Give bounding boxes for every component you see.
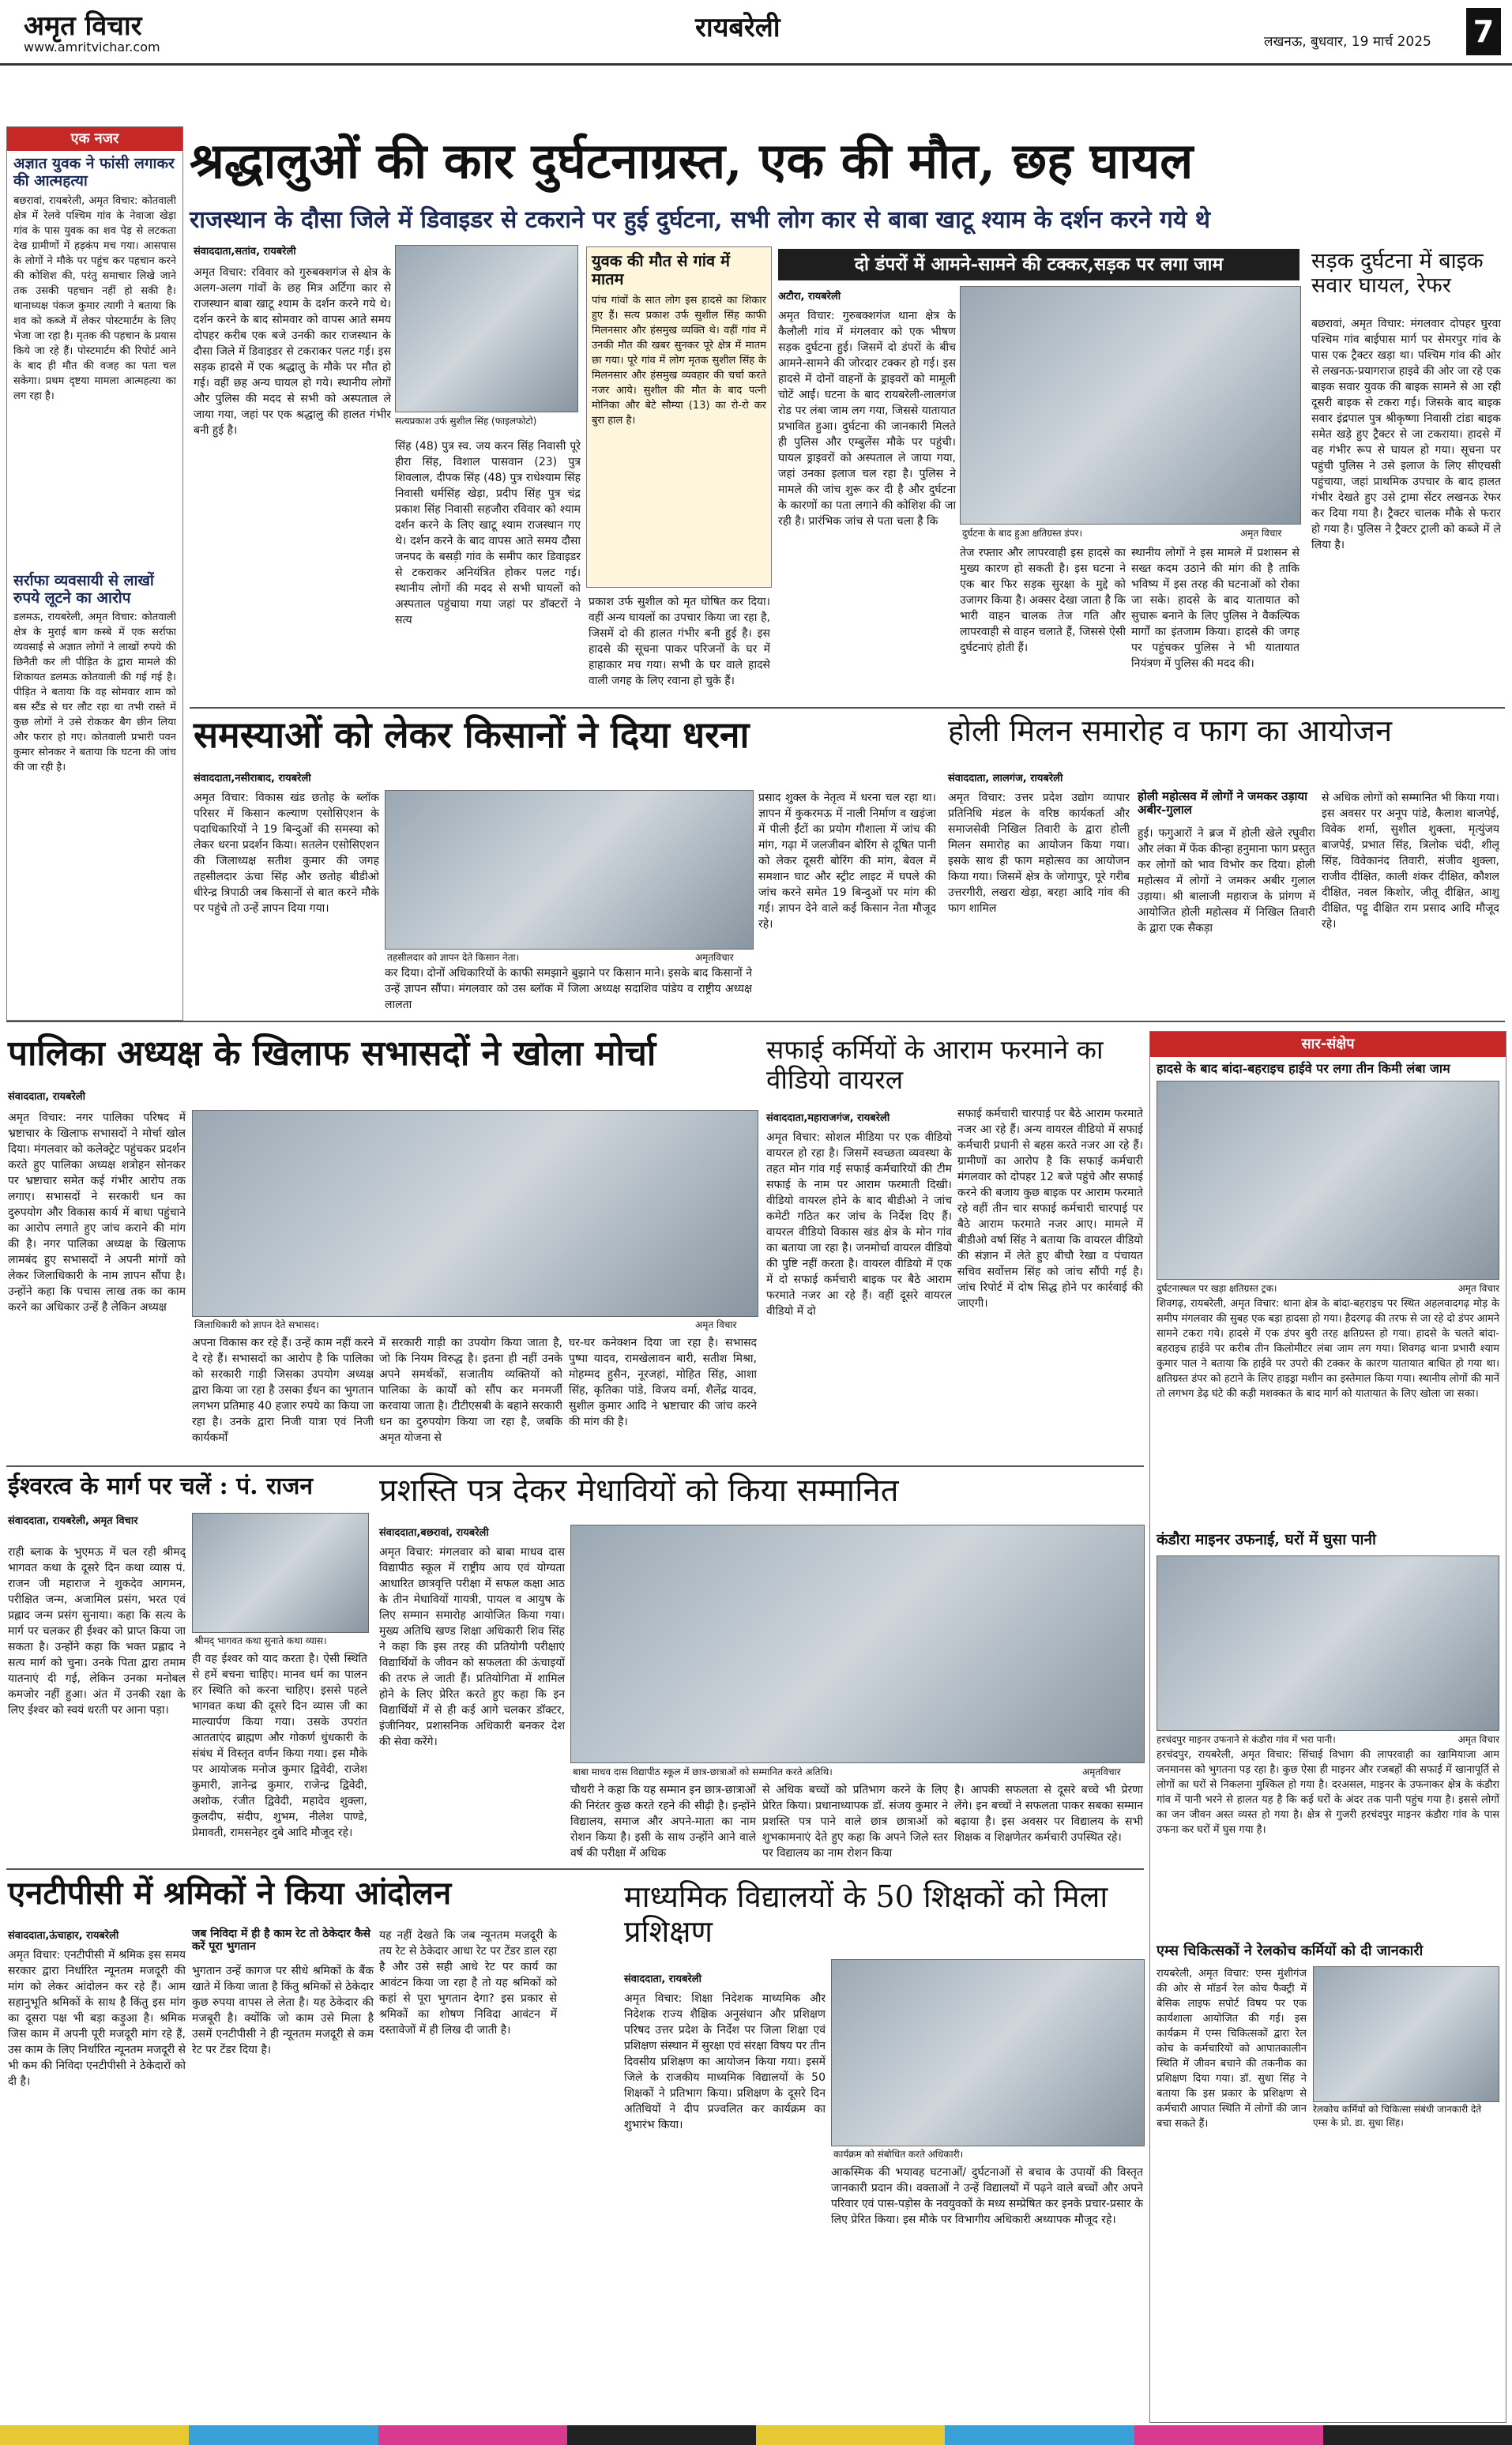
katha-photo xyxy=(192,1513,369,1633)
lead-headline: श्रद्धालुओं की कार दुर्घटनाग्रस्त, एक की मौत, छह घायल xyxy=(190,132,1194,190)
brief-body: डलमऊ, रायबरेली, अमृत विचार: कोतवाली क्षेत्र के मुराई बाग कस्बे में एक सर्राफा व्यवसाई से अज्ञात लोगों ने लाखों रुपये की छिनैती कर ली पीड़ित के द्वारा मामले की शिकायत डलमऊ कोतवाली की गई गई है। पीड़ित ने बताया कि वह सोमवार शाम को बस स्टैंड से घर लौट रहा था तभी रास्ते में कुछ लोगों ने उसे रोककर बैग छीन लिया और फरार हो गए। कोतवाली प्रभारी पवन कुमार सोनकर ने बताया कि घटना की जांच की जा रही है। xyxy=(13,611,176,774)
dateline: संवाददाता, लालगंज, रायबरेली xyxy=(948,773,1063,784)
dateline: अटौरा, रायबरेली xyxy=(778,291,841,303)
training-photo xyxy=(1313,1966,1499,2102)
dateline: संवाददाता,सतांव, रायबरेली xyxy=(194,246,296,258)
story-headline: ईश्वरत्व के मार्ग पर चलें : पं. राजन xyxy=(8,1473,314,1500)
photo-credit: अमृत विचार xyxy=(1457,1734,1499,1746)
section-label: सार-संक्षेप xyxy=(1150,1032,1506,1057)
sidebar-title: जब निविदा में ही है काम रेट तो ठेकेदार कैसे करें पूरा भुगतान xyxy=(192,1928,371,1954)
sidebar-box xyxy=(586,246,772,588)
photo-caption: बाबा माधव दास विद्यापीठ स्कूल में छात्र-छात्राओं को सम्मानित करते अतिथि। xyxy=(573,1766,833,1777)
dateline: संवाददाता,बछरावां, रायबरेली xyxy=(379,1527,489,1539)
brief-title: अज्ञात युवक ने फांसी लगाकर की आत्महत्या xyxy=(13,155,175,190)
councillors-photo xyxy=(192,1110,758,1317)
sidebar-title: युवक की मौत से गांव में मातम xyxy=(592,251,731,288)
truck-photo xyxy=(1157,1081,1499,1280)
article-column: बछरावां, अमृत विचार: मंगलवार दोपहर घुरवा पश्चिम गांव बाईपास मार्ग पर सेमरपुर गांव के पास एक ट्रैक्टर खड़ा था। पश्चिम गांव की ओर से लखनऊ-प्रयागराज हाइवे की ओर जा रहे एक बाइक सवार युवक की बाइक सामने से आ रही दूसरी बाइक से टकरा गई। जिसके बाद बाइक सवार इंद्रपाल पुत्र श्रीकृष्णा निवासी टांडा बाइक समेत खड़े हुए ट्रैक्टर से जा टकराया। हादसे में वह गंभीर रूप से घायल हो गया। सूचना पर पहुंची पुलिस ने उसे इलाज के लिए सीएचसी पहुंचाया, जहां प्राथमिक उपचार के बाद हालत गंभीर देखते हुए उसे ट्रामा सेंटर लखनऊ रेफर कर दिया गया है। ट्रैक्टर चालक मौके से फरार हो गया है। पुलिस ने ट्रैक्टर ट्राली को कब्जे में ले लिया है। xyxy=(1311,318,1501,551)
article-column: अमृत विचार: उत्तर प्रदेश उद्योग व्यापार प्रतिनिधि मंडल के वरिष्ठ कार्यकर्ता और समाजसेवी निखिल तिवारी के द्वारा होली मिलन समारोह का आयोजन किया गया। इसके साथ ही फाग महोत्सव का आयोजन किया गया। जिसमें क्षेत्र के जोगापुर, पूरे गरीब उत्तरगीरी, लखरा खेड़ा, बरहा आदि गांव की फाग शामिल xyxy=(948,792,1130,915)
section-label: एक नजर xyxy=(7,127,182,151)
article-column: अमृत विचार: विकास खंड छतोह के ब्लॉक परिसर में किसान कल्याण एसोसिएशन के पदाधिकारियों ने 19 बिन्दुओं की समस्या को लेकर धरना प्रदर्शन किया। सतलेन एसोसिएशन की जिलाध्यक्ष सतीश कुमार की जगह तहसीलदार ऊंचा सिंह और छतोह बीडीओ धीरेन्द्र त्रिपाठी जब किसानों से बात करने मौके पर पहुंचे तो उन्हें ज्ञापन दिया गया। xyxy=(194,792,379,915)
page-number: 7 xyxy=(1466,8,1501,55)
dateline: संवाददाता, रायबरेली xyxy=(624,1973,701,1985)
story-headline: प्रशस्ति पत्र देकर मेधावियों को किया सम्मानित xyxy=(379,1473,899,1509)
article-column: यह नहीं देखते कि जब न्यूनतम मजदूरी के तय रेट से ठेकेदार आधा रेट पर टेंडर डाल रहा है और उसे सही आधे रेट पर कार्य का आवंटन किया जा रहा है तो यह श्रमिकों को कहां से पूरा भुगतान देगा? इस प्रकार से श्रमिकों का शोषण निविदा आवंटन में दस्तावेजों में ही लिख दी जाती है। xyxy=(379,1929,557,2037)
article-column: अमृत विचार: एनटीपीसी में श्रमिक इस समय सरकार द्वारा निर्धारित न्यूनतम मजदूरी की मांग को लेकर आंदोलन कर रहे हैं। आम सहानुभूति श्रमिकों के साथ है किंतु इस मांग का दूसरा पक्ष भी बड़ा कड़ुआ है। श्रमिक जिस काम में अपनी पूरी मजदूरी मांग रहे हैं, उस काम के लिए निर्धारित न्यूनतम मजदूरी से भी कम की निविदा एनटीपीसी ने ठेकेदारों को दी है। xyxy=(8,1949,186,2088)
article-column: अमृत विचार: गुरुबक्शगंज थाना क्षेत्र के कैलौली गांव में मंगलवार को एक भीषण सड़क दुर्घटना हुई। जिसमें दो डंपरों के बीच आमने-सामने की जोरदार टक्कर हो गई। इस हादसे में दोनों वाहनों के ड्राइवरों को मामूली चोटें आईं। घटना के बाद रायबरेली-लालगंज रोड पर लंबा जाम लग गया, जिससे यातायात प्रभावित हुआ। दुर्घटना की जानकारी मिलते ही पुलिस और एम्बुलेंस मौके पर पहुंची। घायल ड्राइवरों को अस्पताल ले जाया गया, जहां उनका इलाज चल रहा है। पुलिस ने मामले की जांच शुरू कर दी है और दुर्घटना के कारणों का पता लगाने की कोशिश की जा रही है। प्रारंभिक जांच से पता चला है कि xyxy=(778,310,956,528)
story-headline: सफाई कर्मियों के आराम फरमाने का वीडियो वायरल xyxy=(766,1034,1104,1095)
divider xyxy=(6,1465,1144,1467)
article-column: अमृत विचार: रविवार को गुरुबक्शगंज से क्षेत्र के अलग-अलग गांवों के छह मित्र अर्टिगा कार से राजस्थान बाबा खाटू श्याम के दर्शन करने गये थे। दर्शन करने के बाद सोमवार को वापस आते समय दोपहर करीब एक बजे उनकी कार राजस्थान के दौसा जिले में डिवाइडर से टकराकर पलट गई। इस सड़क हादसे में एक श्रद्धालु के मौके पर मौत हो गई। वहीं छह अन्य घायल हो गये। स्थानीय लोगों और पुलिस की मदद से सभी को अस्पताल ले जाया गया, जहां पर एक श्रद्धालु की हालत गंभीर बनी हुई है। xyxy=(194,266,391,437)
article-column: में सरकारी गाड़ी का उपयोग किया जाता है, जो कि नियम विरुद्ध है। इतना ही नहीं उनके अपने समर्थकों, सजातीय व्यक्तियों को पालिका के कार्यों को सौंप कर मनमर्जी करवाया जाता है। टीटीएसबी के बहाने सरकारी धन का दुरुपयोग किया जा रहा है, जबकि अमृत योजना से xyxy=(379,1337,562,1444)
footer-color-bar xyxy=(0,2425,1512,2445)
website-link[interactable]: www.amritvichar.com xyxy=(24,39,160,55)
photo-caption: दुर्घटनास्थल पर खड़ा क्षतिग्रस्त ट्रक। xyxy=(1157,1283,1277,1295)
dateline: संवाददाता,महाराजगंज, रायबरेली xyxy=(766,1112,890,1124)
brief-body: हरचंदपुर, रायबरेली, अमृत विचार: सिंचाई विभाग की लापरवाही का खामियाजा आम जनमानस को भुगतना पड़ रहा है। कुछ ऐसा ही माइनर और रजबहों की सफाई में खानापूर्ति से लोगों का घरों से निकलना मुश्किल हो गया है। दरअसल, माइनर के उफनाकर क्षेत्र के कंडौरा गांव में पानी भरने से हालत यह है कि कई घरों के अंदर तक पानी पहुंच गया है। इससे लोगों का जन जीवन अस्त व्यस्त हो गया है। क्षेत्र से गुजरी हरचंदपुर माइनर कंडौरा गांव के पास उफना कर घरों में घुस गया है। xyxy=(1157,1749,1499,1837)
photo-caption: कार्यक्रम को संबोधित करते अधिकारी। xyxy=(833,2149,964,2160)
article-column: कर दिया। दोनों अधिकारियों के काफी समझाने बुझाने पर किसान माने। इसके बाद किसानों ने उन्हें ज्ञापन सौंपा। मंगलवार को उस ब्लॉक में जिला अध्यक्ष सदाशिव पांडेय व राष्ट्रीय अध्यक्ष लालता xyxy=(385,967,752,1011)
article-column: अमृत विचार: सोशल मीडिया पर एक वीडियो वायरल हो रहा है। जिसमें स्वच्छता व्यवस्था के तहत मोन गांव गई सफाई कर्मचारियों की टीम सफाई के नाम पर आराम फरमाती दिखी। वीडियो वायरल होने के बाद बीडीओ ने जांच कमेटी गठित कर जांच के निर्देश दिए हैं। वायरल वीडियो विकास खंड क्षेत्र के मोन गांव का बताया जा रहा है। जनमोर्चा वायरल वीडियो की पुष्टि नहीं करता है। वायरल वीडियो में एक में दो सफाई कर्मचारी बाइक पर बैठे आराम फरमाते नजर आ रहे हैं। वहीं दूसरे वायरल वीडियो में दो xyxy=(766,1131,952,1318)
award-photo xyxy=(570,1525,1145,1763)
photo-credit: अमृत विचार xyxy=(1457,1283,1499,1295)
photo-credit: अमृत विचार xyxy=(1240,528,1282,539)
article-column: घर-घर कनेक्शन दिया जा रहा है। सभासद पुष्पा यादव, रामखेलावन बारी, सतीश मिश्रा, मोहम्मद हुसैन, नूरजहां, मोहित सिंह, आशा सिंह, कृतिका पांडे, विजय वर्मा, शैलेंद्र यादव, सुशील कुमार आदि ने भ्रष्टाचार की जांच करने की मांग की है। xyxy=(569,1337,757,1428)
divider xyxy=(190,707,1505,709)
story-headline: एनटीपीसी में श्रमिकों ने किया आंदोलन xyxy=(8,1875,452,1912)
divider xyxy=(6,1021,1505,1022)
photo-caption: दुर्घटना के बाद हुआ क्षतिग्रस्त डंपर। xyxy=(962,528,1083,539)
brief-body: रायबरेली, अमृत विचार: एम्स मुंशीगंज की ओर से मॉडर्न रेल कोच फैक्ट्री में बेसिक लाइफ सपोर्ट विषय पर एक कार्यशाला आयोजित की गई। इस कार्यक्रम में एम्स चिकित्सकों द्वारा रेल कोच के कर्मचारियों को आपातकालीन स्थिति में जीवन बचाने की तकनीक का प्रशिक्षण दिया गया। डॉ. सुधा सिंह ने बताया कि इस प्रकार के प्रशिक्षण से कर्मचारी आपात स्थिति में लोगों की जान बचा सकते हैं। xyxy=(1157,1967,1307,2130)
flood-photo xyxy=(1157,1555,1499,1731)
brief-title: सर्राफा व्यवसायी से लाखों रुपये लूटने का आरोप xyxy=(13,571,154,607)
brief-body: शिवगढ़, रायबरेली, अमृत विचार: थाना क्षेत्र के बांदा-बहराइच पर स्थित अहलवादगढ़ मोड़ के समीप मंगलवार की सुबह एक बड़ा हादसा हो गया। हैदरगढ़ की तरफ से जा रहे दो डंपर आमने सामने टकरा गये। हादसे में एक डंपर बुरी तरह क्षतिग्रस्त हो गया। हादसे के चलते बांदा-बहराइच हाईवे पर करीब तीन किलोमीटर लंबा जाम लग गया। शिवगढ़ थाना प्रभारी श्याम कुमार पाल ने बताया कि हाईवे पर उपरो की टक्कर के कारण यातायात बाधित हो गया था। क्षतिग्रस्त डंपर को हटाने के लिए हाइड्रा मशीन का इस्तेमाल किया गया। स्थानीय लोगों की मानें तो लगभग डेढ़ घंटे की कड़ी मशक्कत के बाद मार्ग को यातायात के लिए खोला जा सका। xyxy=(1157,1298,1499,1401)
newspaper-logo: अमृत विचार xyxy=(24,10,142,42)
photo-caption: जिलाधिकारी को ज्ञापन देते सभासद। xyxy=(194,1319,319,1330)
article-column: चौधरी ने कहा कि यह सम्मान इन छात्र-छात्राओं की निरंतर कुछ करते रहने की सीढ़ी है। इन्होंने विद्यालय, समाज और अपने-माता का नाम रोशन किया है। इसी के साथ उन्होंने आने वाले वर्ष की परीक्षा में अधिक xyxy=(570,1784,756,1860)
article-column: स्थानीय लोगों ने इस मामले में प्रशासन से सख्त कदम उठाने की मांग की है ताकि भविष्य में इस तरह की घटनाओं को रोका जा सके। हादसे के बाद यातायात को सुचारू बनाने के लिए पुलिस ने वैकल्पिक मार्गों का इंतजाम किया। हादसे की जगह पर पहुंचकर पुलिस ने भी यातायात नियंत्रण में पुलिस की मदद की। xyxy=(1131,547,1299,670)
dateline: संवाददाता, रायबरेली xyxy=(8,1091,85,1103)
photo-credit: अमृत विचार xyxy=(695,1319,737,1330)
brief-title: कंडौरा माइनर उफनाई, घरों में घुसा पानी xyxy=(1157,1531,1376,1549)
article-column: अमृत विचार: मंगलवार को बाबा माधव दास विद्यापीठ स्कूल में राष्ट्रीय आय एवं योग्यता आधारित छात्रवृत्ति परीक्षा में सफल कक्षा आठ के तीन मेधावियों गायत्री, पायल व आयुष के लिए सम्मान समारोह आयोजित किया गया। मुख्य अतिथि खण्ड शिक्षा अधिकारी शिव सिंह ने कहा कि इस तरह की प्रतियोगी परीक्षाएं विद्यार्थियों के जीवन को सफलता की ऊंचाइयों की तरफ ले जाती हैं। प्रतियोगिता में शामिल होने के लिए प्रेरित करते हुए कहा कि इन विद्यार्थियों में से ही कई आगे चलकर डॉक्टर, इंजीनियर, प्रशासनिक अधिकारी बनकर देश की सेवा करेंगे। xyxy=(379,1546,565,1748)
article-column: ही वह ईश्वर को याद करता है। ऐसी स्थिति से हमें बचना चाहिए। मानव धर्म का पालन हर स्थिति को करना चाहिए। इससे पहले भागवत कथा की दूसरे दिन व्यास जी का माल्यार्पण किया गया। उसके उपरांत आतताएंद ब्राह्मण और गोकर्ण धुंधकारी के संबंध में विस्तृत वर्णन किया गया। इस मौके पर आयोजक मनोज कुमार द्विवेदी, राजेश कुमारी, ज्ञानेन्द्र कुमार, राजेन्द्र द्विवेदी, अशोक, रंजीत द्विवेदी, महादेव शुक्ला, कुलदीप, संदीप, शुभम, नीलेश पाण्डे, प्रेमावती, रामसनेहर दुबे आदि मौजूद रहे। xyxy=(192,1653,367,1839)
training-photo xyxy=(831,1959,1145,2146)
article-column: से अधिक लोगों को सम्मानित भी किया गया। इस अवसर पर अनूप पांडे, कैलाश बाजपेई, विवेक शर्मा, सुशील शुक्ला, मृत्युंजय बाजपेई, प्रभात सिंह, त्रिलोक चंदी, शीलू सिंह, विवेकानंद तिवारी, संजीव शुक्ला, राजीव दीक्षित, काली शंकर दीक्षित, कौशल दीक्षित, नवल किशोर, जीतू दीक्षित, आशु दीक्षित, पट्टू दीक्षित राम प्रसाद आदि मौजूद रहे। xyxy=(1322,792,1499,931)
brief-title: हादसे के बाद बांदा-बहराइच हाईवे पर लगा तीन किमी लंबा जाम xyxy=(1157,1061,1450,1076)
article-column: अपना विकास कर रहे हैं। उन्हें काम नहीं करने दे रहे हैं। सभासदों का आरोप है कि पालिका को सरकारी गाड़ी जिसका उपयोग अध्यक्ष द्वारा किया जा रहा है उसका ईंधन का भुगतान लगभग प्रतिमाह 40 हजार रुपये का किया जा रहा है। उनके द्वारा निजी यात्रा एवं निजी कार्यकर्मों xyxy=(192,1337,374,1444)
article-column: प्रसाद शुक्ल के नेतृत्व में धरना चल रहा था। ज्ञापन में कुकरमऊ में नाली निर्माण व खड़ंजा में पीली ईंटों का प्रयोग गौशाला में जांच की मांग, गढ़ा में जलजीवन बोरिंग से दूषित पानी को लेकर दूसरी बोरिंग की मांग, बेवल में समशान घाट और स्ट्रीट लाइट में घपले की जांच करने समेत 19 बिन्दुओं पर मांग की गई। ज्ञापन देने वाले कई किसान नेता मौजूद रहे। xyxy=(758,792,936,931)
story-headline: माध्यमिक विद्यालयों के 50 शिक्षकों को मिला प्रशिक्षण xyxy=(624,1879,1108,1949)
story-headline: पालिका अध्यक्ष के खिलाफ सभासदों ने खोला मोर्चा xyxy=(8,1033,656,1074)
article-column: राही ब्लाक के भुएमऊ में चल रही श्रीमद् भागवत कथा के दूसरे दिन कथा व्यास पं. राजन जी महाराज ने शुकदेव आगमन, परीक्षित जन्म, अजामिल प्रसंग, भरत एवं प्रह्लाद जन्म प्रसंग सुनाया। कहा कि सत्य के मार्ग पर चलकर ही ईश्वर को प्राप्त किया जा सकता है। उन्होंने कहा कि भक्त प्रह्लाद ने सत्य मार्ग को चुना। उनके पिता द्वारा तमाम यातनाएं दी गई, लेकिन उनका मनोबल कमजोर नहीं हुआ। अंत में उनकी रक्षा के लिए ईश्वर को स्वयं धरती पर आना पड़ा। xyxy=(8,1546,186,1717)
photo-caption: सत्यप्रकाश उर्फ सुशील सिंह (फाइलफोटो) xyxy=(395,416,537,427)
sidebar-body: पांच गांवों के सात लोग इस हादसे का शिकार हुए हैं। सत्य प्रकाश उर्फ सुशील सिंह काफी मिलनसार और हंसमुख व्यक्ति थे। वहीं गांव में उनकी मौत की खबर सुनकर पूरे क्षेत्र में मातम छा गया। पूरे गांव में लोग मृतक सुशील सिंह के मिलनसार और हंसमुख व्यवहार की चर्चा करते नजर आये। सुशील की मौत के बाद पत्नी मोनिका और बेटे सौम्या (13) का रो-रो कर बुरा हाल है। xyxy=(592,295,766,427)
article-column: अमृत विचार: नगर पालिका परिषद में भ्रष्टाचार के खिलाफ सभासदों ने मोर्चा खोल दिया। मंगलवार को कलेक्ट्रेट पहुंचकर प्रदर्शन करते हुए पालिका अध्यक्ष शत्रोहन सोनकर पर भ्रष्टाचार समेत कई गंभीर आरोप तक लगाए। सभासदों ने सरकारी धन का दुरुपयोग और विकास कार्य में बाधा पहुंचाने का आरोप लगाते हुए जांच कराने की मांग की है। नगर पालिका अध्यक्ष के खिलाफ लामबंद हुए सभासदों ने अपनी मांगों को लेकर जिलाधिकारी के नाम ज्ञापन सौंपा है। उन्होंने कहा कि पचास लाख तक का काम करने का अधिकार उन्हें है लेकिन अध्यक्ष xyxy=(8,1112,186,1314)
article-column: अमृत विचार: शिक्षा निदेशक माध्यमिक और निदेशक राज्य शैक्षिक अनुसंधान और प्रशिक्षण परिषद उत्तर प्रदेश के निर्देश पर जिला शिक्षा एवं प्रशिक्षण संस्थान में सुरक्षा एवं संरक्षा विषय पर तीन दिवसीय प्रशिक्षण का आयोजन किया गया। इसमें जिले के राजकीय माध्यमिक विद्यालयों के 50 शिक्षकों ने प्रतिभाग किया। प्रशिक्षण के दूसरे दिन अतिथियों ने दीप प्रज्वलित कर कार्यक्रम का शुभारंभ किया। xyxy=(624,1992,826,2131)
photo-caption: श्रीमद् भागवत कथा सुनाते कथा व्यास। xyxy=(194,1635,327,1646)
masthead xyxy=(0,0,1512,66)
story-headline: होली मिलन समारोह व फाग का आयोजन xyxy=(948,713,1393,748)
photo-credit: अमृतविचार xyxy=(695,952,734,963)
photo-credit: अमृतविचार xyxy=(1082,1766,1121,1777)
issue-date: लखनऊ, बुधवार, 19 मार्च 2025 xyxy=(1264,34,1431,50)
story-banner: दो डंपरों में आमने-सामने की टक्कर,सड़क पर लगा जाम xyxy=(778,249,1299,280)
article-column: हुई। फगुआरों ने ब्रज में होली खेले रघुवीरा और लंका में फेंक कीन्हा हनुमाना फाग प्रस्तुत कर लोगों को भाव विभोर कर दिया। होली महोत्सव में लोगों ने जमकर अबीर गुलाल उड़ाया। श्री बालाजी महाराज के प्रांगण में आयोजित होली महोत्सव में निखिल तिवारी के द्वारा एक सैकड़ा xyxy=(1138,827,1315,935)
article-column: भुगतान उन्हें कागज पर सीधे श्रमिकों के बैंक खाते में किया जाता है किंतु श्रमिकों से ठेकेदार कुछ रुपया वापस ले लेता है। यह ठेकेदार की मजबूरी है। क्योंकि जो काम उसे मिला है उसमें एनटीपीसी ने ही न्यूनतम मजदूरी से कम रेट पर टेंडर दिया है। xyxy=(192,1965,374,2056)
photo-caption: तहसीलदार को ज्ञापन देते किसान नेता। xyxy=(387,952,520,963)
dateline: संवाददाता,नसीराबाद, रायबरेली xyxy=(194,773,311,784)
story-headline: समस्याओं को लेकर किसानों ने दिया धरना xyxy=(194,713,750,756)
divider xyxy=(6,1868,1144,1870)
brief-body: बछरावां, रायबरेली, अमृत विचार: कोतवाली क्षेत्र में रेलवे पश्चिम गांव के नेवाजा खेड़ा गांव के पास युवक का शव पेड़ से लटकता देख ग्रामीणों में हड़कंप मच गया। आसपास के लोगों ने मौके पर पहुंच कर पहचान करने की कोशिश की, परंतु समाचार लिखे जाने तक उसकी पहचान नहीं हो सकी है। थानाध्यक्ष पंकज कुमार त्यागी ने बताया कि शव को कब्जे में लेकर पोस्टमार्टम के लिए भेजा जा रहा है। मृतक की पहचान के प्रयास किये जा रहे हैं। पोस्टमार्टम की रिपोर्ट आने के बाद ही मौत की वजह का पता चल सकेगा। प्रथम दृष्टया मामला आत्महत्या का लग रहा है। xyxy=(13,194,176,402)
article-column: प्रकाश उर्फ सुशील को मृत घोषित कर दिया। वहीं अन्य घायलों का उपचार किया जा रहा है, जिसमें दो की हालत गंभीर बनी हुई है। इस हादसे की सूचना पाकर परिजनों के घर में हाहाकार मच गया। सभी के घर वाले हादसे वाली जगह के लिए रवाना हो चुके हैं। xyxy=(589,596,770,687)
article-column: से अधिक बच्चों को प्रतिभाग करने के लिए प्रेरित किया। प्रधानाध्यापक डॉ. संजय कुमार ने प्रशस्ति पत्र पाने वाले छात्र छात्राओं को शुभकामनाएं देते हुए कहा कि अपने जिले स्तर पर विद्यालय का नाम रोशन किया xyxy=(762,1784,948,1860)
lead-subheadline: राजस्थान के दौसा जिले में डिवाइडर से टकराने पर हुई दुर्घटना, सभी लोग कार से बाबा खाटू श्याम के दर्शन करने गये थे xyxy=(190,206,1210,234)
protest-photo xyxy=(385,790,754,950)
photo-caption: रेलकोच कर्मियों को चिकित्सा संबंधी जानकारी देते एम्स के प्रो. डा. सुधा सिंह। xyxy=(1313,2103,1482,2128)
accident-photo xyxy=(960,286,1301,525)
article-column: सिंह (48) पुत्र स्व. जय करन सिंह निवासी पूरे हीरा सिंह, विशाल पासवान (23) पुत्र शिवलाल, दीपक सिंह (48) पुत्र राधेश्याम सिंह निवासी धर्मसिंह खेड़ा, प्रदीप सिंह पुत्र चंद्र प्रकाश सिंह निवासी सहजौरा रविवार को श्याम दर्शन करने के लिए खाटू श्याम राजस्थान गए थे। दर्शन करने के बाद वापस आते समय दौसा जनपद के बसड़ी गांव के समीप कार डिवाइडर से टकराकर अनियंत्रित होकर पलट गई। स्थानीय लोगों की मदद से सभी घायलों को अस्पताल पहुंचाया गया जहां पर डॉक्टरों ने सत्य xyxy=(395,440,581,626)
article-column: तेज रफ्तार और लापरवाही इस हादसे का मुख्य कारण हो सकती है। इस घटना ने एक बार फिर सड़क सुरक्षा के मुद्दे को उजागर किया है। अक्सर देखा जाता है कि भारी वाहन चालक तेज गति और लापरवाही से वाहन चलाते हैं, जिससे ऐसी दुर्घटनाएं होती हैं। xyxy=(960,547,1126,654)
story-headline: सड़क दुर्घटना में बाइक सवार घायल, रेफर xyxy=(1311,249,1484,299)
article-column: आकस्मिक की भयावह घटनाओं/ दुर्घटनाओं से बचाव के उपायों की विस्तृत जानकारी प्रदान की। वक्ताओं ने उन्हें विद्यालयों में पढ़ने वाले बच्चों और अपने परिवार एवं पास-पड़ोस के नवयुवकों के मध्य सम्प्रेषित कर इनके प्रचार-प्रसार के लिए प्रेरित किया। इस मौके पर विभागीय अधिकारी अध्यापक मौजूद रहे। xyxy=(831,2166,1143,2226)
dateline: संवाददाता,ऊंचाहार, रायबरेली xyxy=(8,1930,119,1942)
briefs-column xyxy=(1149,1031,1506,2423)
article-column: सफाई कर्मचारी चारपाई पर बैठे आराम फरमाते नजर आ रहे हैं। अन्य वायरल वीडियो में सफाई कर्मचारी प्रधानी से बहस करते नजर आ रहे हैं। ग्रामीणों का आरोप है कि सफाई कर्मचारी मंगलवार को दोपहर 12 बजे पहुंचे और सफाई करने की बजाय कुछ बाइक पर आराम फरमाते रहे वहीं तीन चार सफाई कर्मचारी चारपाई पर बैठे आराम फरमाते नजर आए। मामले में बीडीओ वर्षा सिंह ने बताया कि वायरल वीडियो की संज्ञान में लेते हुए बीचौ रेखा व पंचायत सचिव सर्वोत्तम सिंह को जांच सौंपी गई है। जांच रिपोर्ट में दोष सिद्ध होने पर कार्रवाई की जाएगी। xyxy=(957,1108,1143,1310)
brief-title: एम्स चिकित्सकों ने रेलकोच कर्मियों को दी जानकारी xyxy=(1157,1943,1424,1960)
article-column: है। आपकी सफलता से दूसरे बच्चे भी प्रेरणा लेंगे। इन बच्चों ने सफलता पाकर सबका सम्मान बढ़ाया है। इस अवसर पर विद्यालय के सभी शिक्षक व शिक्षणेतर कर्मचारी उपस्थित रहे। xyxy=(954,1784,1143,1844)
person-photo xyxy=(395,245,578,412)
photo-caption: हरचंदपुर माइनर उफनाने से कंडौरा गांव में भरा पानी। xyxy=(1157,1734,1336,1746)
sidebar-title: होली महोत्सव में लोगों ने जमकर उड़ाया अबीर-गुलाल xyxy=(1138,789,1307,818)
edition-city: रायबरेली xyxy=(695,12,780,43)
left-brief-column xyxy=(6,126,183,1021)
dateline: संवाददाता, रायबरेली, अमृत विचार xyxy=(8,1515,138,1527)
